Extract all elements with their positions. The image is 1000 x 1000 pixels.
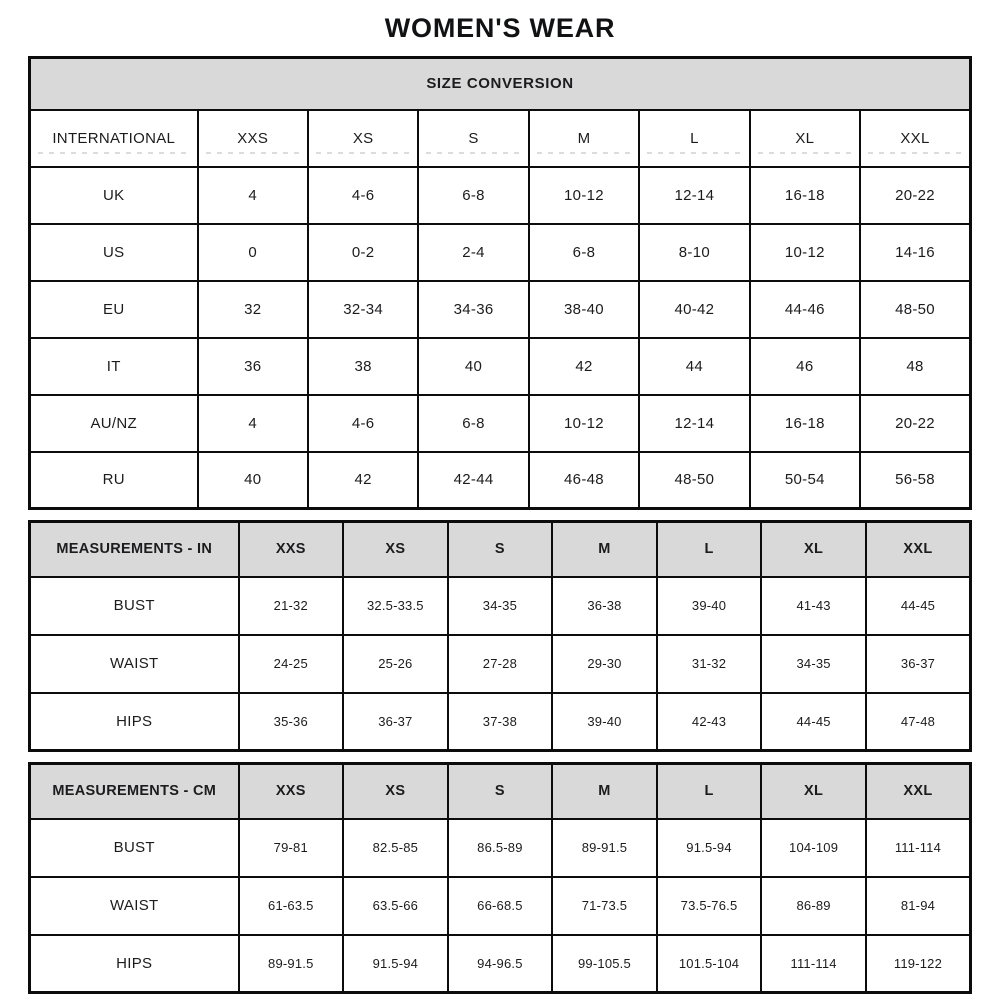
size-value: 48-50 <box>860 281 970 338</box>
size-value: 16-18 <box>750 395 860 452</box>
table-row-waist-in <box>30 635 971 693</box>
size-value: 44-46 <box>750 281 860 338</box>
size-col-header-xl: XL <box>761 522 866 577</box>
size-value: 6-8 <box>529 224 639 281</box>
size-value: 36 <box>198 338 308 395</box>
table-row-us <box>30 224 971 281</box>
measurement-value: 42-43 <box>657 693 762 751</box>
measurement-value: 71-73.5 <box>552 877 657 935</box>
size-value: 40 <box>198 452 308 509</box>
size-col-header-s: S <box>418 110 528 167</box>
measurement-value: 63.5-66 <box>343 877 448 935</box>
measurement-value: 89-91.5 <box>552 819 657 877</box>
size-value: 14-16 <box>860 224 970 281</box>
size-col-header-xxl: XXL <box>866 522 971 577</box>
size-value: 20-22 <box>860 395 970 452</box>
size-col-header-xs: XS <box>343 522 448 577</box>
size-value: 4-6 <box>308 167 418 224</box>
size-value: 38 <box>308 338 418 395</box>
row-label-eu: EU <box>30 281 198 338</box>
measurements-cm-table <box>28 762 972 994</box>
size-col-header-xl: XL <box>761 764 866 819</box>
measurement-value: 41-43 <box>761 577 866 635</box>
size-col-header-l: L <box>657 764 762 819</box>
size-value: 46 <box>750 338 860 395</box>
measurement-value: 25-26 <box>343 635 448 693</box>
measurement-value: 47-48 <box>866 693 971 751</box>
measurements-in-title: MEASUREMENTS - IN <box>30 522 239 577</box>
size-col-header-m: M <box>552 522 657 577</box>
size-value: 42 <box>529 338 639 395</box>
size-value: 12-14 <box>639 167 749 224</box>
measurement-value: 31-32 <box>657 635 762 693</box>
size-value: 42-44 <box>418 452 528 509</box>
table-row-eu <box>30 281 971 338</box>
row-label-ru: RU <box>30 452 198 509</box>
size-value: 0-2 <box>308 224 418 281</box>
measurement-value: 21-32 <box>239 577 344 635</box>
size-col-header-m: M <box>552 764 657 819</box>
size-col-header-xl: XL <box>750 110 860 167</box>
size-value: 40 <box>418 338 528 395</box>
measurement-value: 79-81 <box>239 819 344 877</box>
size-conversion-table <box>28 56 972 510</box>
measurement-value: 86-89 <box>761 877 866 935</box>
size-value: 20-22 <box>860 167 970 224</box>
size-col-header-xxs: XXS <box>198 110 308 167</box>
table-row-bust-in <box>30 577 971 635</box>
measurement-value: 34-35 <box>448 577 553 635</box>
measurement-value: 119-122 <box>866 935 971 993</box>
measurement-value: 91.5-94 <box>657 819 762 877</box>
size-value: 6-8 <box>418 167 528 224</box>
size-value: 4 <box>198 167 308 224</box>
measurement-value: 99-105.5 <box>552 935 657 993</box>
measurement-value: 27-28 <box>448 635 553 693</box>
measurements-cm-title: MEASUREMENTS - CM <box>30 764 239 819</box>
measurement-value: 73.5-76.5 <box>657 877 762 935</box>
measurements-in-table <box>28 520 972 752</box>
measurement-value: 82.5-85 <box>343 819 448 877</box>
size-value: 56-58 <box>860 452 970 509</box>
measurement-value: 36-37 <box>343 693 448 751</box>
measurement-value: 39-40 <box>552 693 657 751</box>
size-col-header-m: M <box>529 110 639 167</box>
measurement-value: 36-37 <box>866 635 971 693</box>
international-sizes-row <box>30 110 971 167</box>
size-value: 16-18 <box>750 167 860 224</box>
row-label-aunz: AU/NZ <box>30 395 198 452</box>
international-label: INTERNATIONAL <box>30 110 198 167</box>
measurement-value: 35-36 <box>239 693 344 751</box>
size-value: 0 <box>198 224 308 281</box>
size-value: 32 <box>198 281 308 338</box>
size-col-header-xxl: XXL <box>860 110 970 167</box>
page-title: WOMEN'S WEAR <box>384 13 616 43</box>
measurement-value: 37-38 <box>448 693 553 751</box>
size-value: 12-14 <box>639 395 749 452</box>
size-value: 32-34 <box>308 281 418 338</box>
size-value: 10-12 <box>750 224 860 281</box>
row-label-bust: BUST <box>30 577 239 635</box>
size-value: 48 <box>860 338 970 395</box>
size-value: 44 <box>639 338 749 395</box>
measurement-value: 32.5-33.5 <box>343 577 448 635</box>
row-label-bust: BUST <box>30 819 239 877</box>
row-label-hips: HIPS <box>30 935 239 993</box>
measurements-in-header-row <box>30 522 971 577</box>
row-label-us: US <box>30 224 198 281</box>
size-value: 38-40 <box>529 281 639 338</box>
row-label-uk: UK <box>30 167 198 224</box>
measurement-value: 36-38 <box>552 577 657 635</box>
size-value: 4-6 <box>308 395 418 452</box>
measurement-value: 86.5-89 <box>448 819 553 877</box>
size-col-header-l: L <box>657 522 762 577</box>
table-row-ru <box>30 452 971 509</box>
size-value: 42 <box>308 452 418 509</box>
measurement-value: 101.5-104 <box>657 935 762 993</box>
measurement-value: 44-45 <box>866 577 971 635</box>
table-row-waist-cm <box>30 877 971 935</box>
size-col-header-xs: XS <box>308 110 418 167</box>
table-row-hips-cm <box>30 935 971 993</box>
size-value: 40-42 <box>639 281 749 338</box>
measurement-value: 111-114 <box>761 935 866 993</box>
measurement-value: 29-30 <box>552 635 657 693</box>
measurement-value: 39-40 <box>657 577 762 635</box>
row-label-it: IT <box>30 338 198 395</box>
size-value: 2-4 <box>418 224 528 281</box>
size-col-header-xs: XS <box>343 764 448 819</box>
measurement-value: 66-68.5 <box>448 877 553 935</box>
measurement-value: 111-114 <box>866 819 971 877</box>
size-col-header-s: S <box>448 522 553 577</box>
size-value: 8-10 <box>639 224 749 281</box>
size-value: 10-12 <box>529 395 639 452</box>
size-col-header-l: L <box>639 110 749 167</box>
size-col-header-xxl: XXL <box>866 764 971 819</box>
row-label-hips: HIPS <box>30 693 239 751</box>
measurement-value: 91.5-94 <box>343 935 448 993</box>
size-value: 34-36 <box>418 281 528 338</box>
measurement-value: 89-91.5 <box>239 935 344 993</box>
measurement-value: 81-94 <box>866 877 971 935</box>
table-row-bust-cm <box>30 819 971 877</box>
size-value: 4 <box>198 395 308 452</box>
size-col-header-xxs: XXS <box>239 522 344 577</box>
measurement-value: 104-109 <box>761 819 866 877</box>
measurement-value: 44-45 <box>761 693 866 751</box>
row-label-waist: WAIST <box>30 635 239 693</box>
size-conversion-header-row <box>30 58 971 110</box>
table-row-uk <box>30 167 971 224</box>
size-col-header-s: S <box>448 764 553 819</box>
size-col-header-xxs: XXS <box>239 764 344 819</box>
measurement-value: 34-35 <box>761 635 866 693</box>
measurement-value: 94-96.5 <box>448 935 553 993</box>
size-value: 46-48 <box>529 452 639 509</box>
table-row-aunz <box>30 395 971 452</box>
size-value: 10-12 <box>529 167 639 224</box>
table-row-hips-in <box>30 693 971 751</box>
measurement-value: 24-25 <box>239 635 344 693</box>
size-value: 6-8 <box>418 395 528 452</box>
row-label-waist: WAIST <box>30 877 239 935</box>
size-conversion-title: SIZE CONVERSION <box>30 58 971 110</box>
size-value: 50-54 <box>750 452 860 509</box>
table-row-it <box>30 338 971 395</box>
measurements-cm-header-row <box>30 764 971 819</box>
size-value: 48-50 <box>639 452 749 509</box>
measurement-value: 61-63.5 <box>239 877 344 935</box>
